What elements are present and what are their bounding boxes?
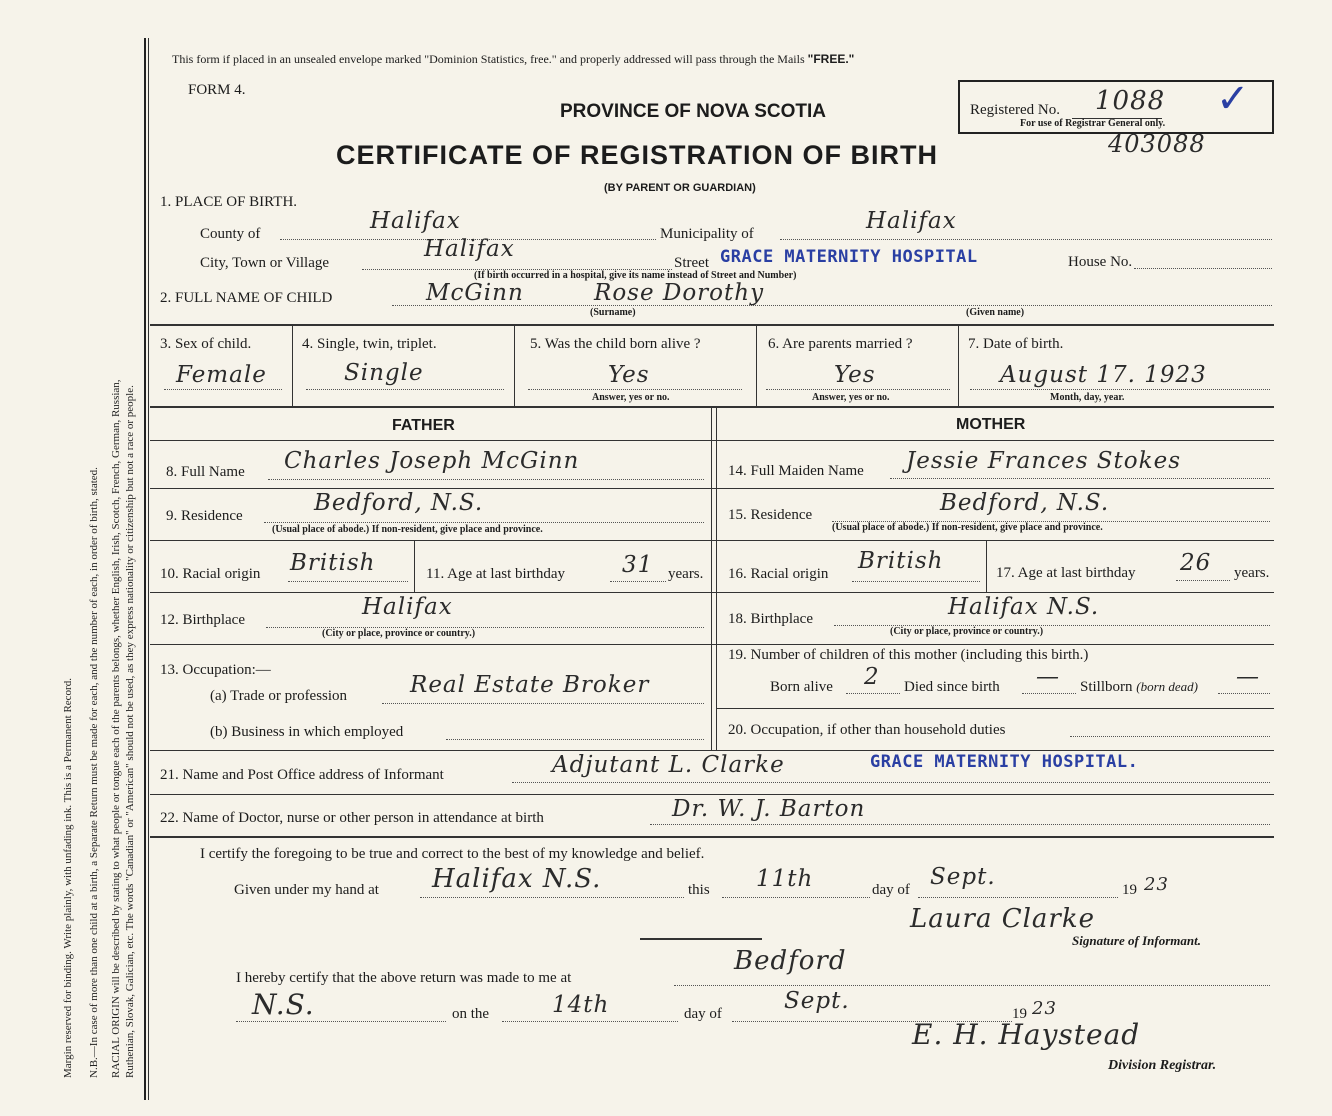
mail-notice: This form if placed in an unsealed envelope marked "Dominion Statistics, free." and properly addressed will pass through the Mails "FREE." (172, 52, 855, 66)
father-trade-label: (a) Trade or profession (210, 688, 348, 704)
child-given-value: Rose Dorothy (594, 280, 765, 306)
given-year-prefix: 19 (1122, 882, 1137, 898)
sex-value: Female (176, 362, 267, 388)
mother-racial-value: British (858, 548, 944, 574)
informant-stamp: GRACE MATERNITY HOSPITAL. (870, 752, 1139, 772)
alive-value: Yes (608, 362, 650, 388)
mother-age-label: 17. Age at last birthday (996, 565, 1136, 581)
born-alive-label: Born alive (770, 679, 833, 695)
father-racial-label: 10. Racial origin (160, 566, 261, 582)
registrar-day-value: 14th (552, 992, 610, 1018)
registered-box (958, 76, 1274, 134)
province-heading: PROVINCE OF NOVA SCOTIA (560, 101, 827, 122)
mother-children-label: 19. Number of children of this mother (including this birth.) (728, 647, 1089, 663)
binding-border-inner (148, 38, 149, 1100)
given-caption: (Given name) (966, 307, 1025, 318)
this-label: this (688, 882, 710, 898)
father-name-label: 8. Full Name (166, 464, 245, 480)
city-value: Halifax (424, 236, 515, 262)
date-label: 7. Date of birth. (968, 336, 1064, 352)
date-caption: Month, day, year. (1050, 392, 1125, 403)
registrar-signature-caption: Division Registrar. (1108, 1058, 1217, 1073)
father-age-label: 11. Age at last birthday (426, 566, 565, 582)
father-residence-label: 9. Residence (166, 508, 243, 524)
given-place-value: Halifax N.S. (432, 864, 602, 894)
page-title: CERTIFICATE OF REGISTRATION OF BIRTH (336, 140, 938, 170)
died-value: — (1036, 664, 1060, 690)
mother-birthplace-value: Halifax N.S. (948, 594, 1100, 620)
father-racial-value: British (290, 550, 376, 576)
municipality-value: Halifax (866, 208, 957, 234)
mother-occupation-label: 20. Occupation, if other than household duties (728, 722, 1006, 738)
single-label: 4. Single, twin, triplet. (302, 336, 437, 352)
father-trade-value: Real Estate Broker (410, 672, 650, 698)
married-label: 6. Are parents married ? (768, 336, 913, 352)
mother-years: years. (1234, 565, 1270, 581)
father-residence-caption: (Usual place of abode.) If non-resident, give place and province. (272, 524, 543, 535)
given-day-of-label: day of (872, 882, 910, 898)
given-day-value: 11th (756, 866, 814, 892)
margin-racial-note-1: RACIAL ORIGIN will be described by stating to what people or tongue each of the parents belongs, whether English, Irish, Scotch, French, German, Russian, (110, 379, 122, 1078)
given-month-value: Sept. (930, 864, 996, 890)
registrar-use-note: For use of Registrar General only. (1020, 118, 1166, 129)
county-label: County of (200, 226, 261, 242)
place-section-label: 1. PLACE OF BIRTH. (160, 194, 298, 210)
form-number: FORM 4. (188, 82, 246, 98)
father-birthplace-label: 12. Birthplace (160, 612, 245, 628)
municipality-label: Municipality of (660, 226, 754, 242)
mother-heading: MOTHER (956, 416, 1026, 433)
mother-residence-caption: (Usual place of abode.) If non-resident, give place and province. (832, 522, 1103, 533)
handwritten-number: 403088 (1108, 130, 1206, 158)
mother-racial-label: 16. Racial origin (728, 566, 829, 582)
registrar-day-of-label: day of (684, 1006, 722, 1022)
father-birthplace-caption: (City or place, province or country.) (322, 628, 476, 639)
informant-value: Adjutant L. Clarke (552, 752, 785, 778)
registrar-month-value: Sept. (784, 988, 850, 1014)
mother-residence-value: Bedford, N.S. (940, 490, 1110, 516)
alive-caption: Answer, yes or no. (592, 392, 670, 403)
margin-binding-note: Margin reserved for binding. Write plainly, with unfading ink. This is a Permanent Record. (62, 678, 74, 1078)
street-stamp: GRACE MATERNITY HOSPITAL (720, 247, 978, 267)
doctor-value: Dr. W. J. Barton (672, 796, 866, 822)
stillborn-label: Stillborn (born dead) (1080, 679, 1199, 695)
child-surname-value: McGinn (426, 280, 524, 306)
city-label: City, Town or Village (200, 255, 330, 271)
house-label: House No. (1068, 254, 1133, 270)
child-name-label: 2. FULL NAME OF CHILD (160, 290, 333, 306)
alive-label: 5. Was the child born alive ? (530, 336, 701, 352)
registered-label: Registered No. (970, 102, 1060, 118)
informant-signature: Laura Clarke (910, 904, 1095, 934)
father-birthplace-value: Halifax (362, 594, 453, 620)
stillborn-value: — (1236, 664, 1260, 690)
registrar-statement: I hereby certify that the above return was made to me at (236, 970, 572, 986)
father-name-value: Charles Joseph McGinn (284, 448, 580, 474)
mother-age-value: 26 (1180, 550, 1212, 576)
surname-caption: (Surname) (590, 307, 636, 318)
married-value: Yes (834, 362, 876, 388)
father-residence-value: Bedford, N.S. (314, 490, 484, 516)
registrar-year-value: 23 (1032, 998, 1057, 1019)
page-subtitle: (BY PARENT OR GUARDIAN) (604, 182, 756, 194)
given-year-value: 23 (1144, 874, 1169, 895)
sex-label: 3. Sex of child. (160, 336, 252, 352)
father-age-value: 31 (622, 552, 654, 578)
check-mark-icon: ✓ (1216, 76, 1250, 122)
registrar-signature: E. H. Haystead (912, 1018, 1141, 1051)
date-value: August 17. 1923 (1000, 362, 1207, 388)
street-label: Street (674, 255, 709, 271)
mother-birthplace-label: 18. Birthplace (728, 611, 813, 627)
single-value: Single (344, 360, 424, 386)
registrar-place-value: Bedford (734, 946, 847, 976)
mother-residence-label: 15. Residence (728, 507, 813, 523)
father-business-label: (b) Business in which employed (210, 724, 404, 740)
father-occupation-label: 13. Occupation:— (160, 662, 271, 678)
doctor-label: 22. Name of Doctor, nurse or other person in attendance at birth (160, 810, 544, 826)
mother-name-value: Jessie Frances Stokes (906, 448, 1181, 474)
on-the-label: on the (452, 1006, 490, 1022)
margin-racial-note-2: Ruthenian, Slovak, Galician, etc. The words "Canadian" or "American" should not be used, as they express nationality or citizenship but not a race or people. (124, 385, 136, 1078)
margin-nb-note: N.B.—In case of more than one child at a birth, a Separate Return must be made for each, and the number of each, in order of birth, stated. (88, 467, 100, 1078)
registrar-province-value: N.S. (252, 988, 315, 1021)
binding-border (144, 38, 146, 1100)
died-label: Died since birth (904, 679, 1000, 695)
informant-label: 21. Name and Post Office address of Informant (160, 767, 444, 783)
father-years: years. (668, 566, 704, 582)
certify-statement: I certify the foregoing to be true and correct to the best of my knowledge and belief. (200, 846, 705, 862)
mother-name-label: 14. Full Maiden Name (728, 463, 864, 479)
informant-signature-caption: Signature of Informant. (1072, 933, 1201, 948)
born-alive-value: 2 (864, 664, 880, 690)
father-heading: FATHER (392, 417, 455, 434)
married-caption: Answer, yes or no. (812, 392, 890, 403)
given-label: Given under my hand at (234, 882, 379, 898)
county-value: Halifax (370, 208, 461, 234)
registered-value: 1088 (1095, 86, 1166, 116)
mother-birthplace-caption: (City or place, province or country.) (890, 626, 1044, 637)
registrar-year-prefix: 19 (1012, 1006, 1027, 1022)
hospital-note: (If birth occurred in a hospital, give its name instead of Street and Number) (474, 270, 797, 281)
